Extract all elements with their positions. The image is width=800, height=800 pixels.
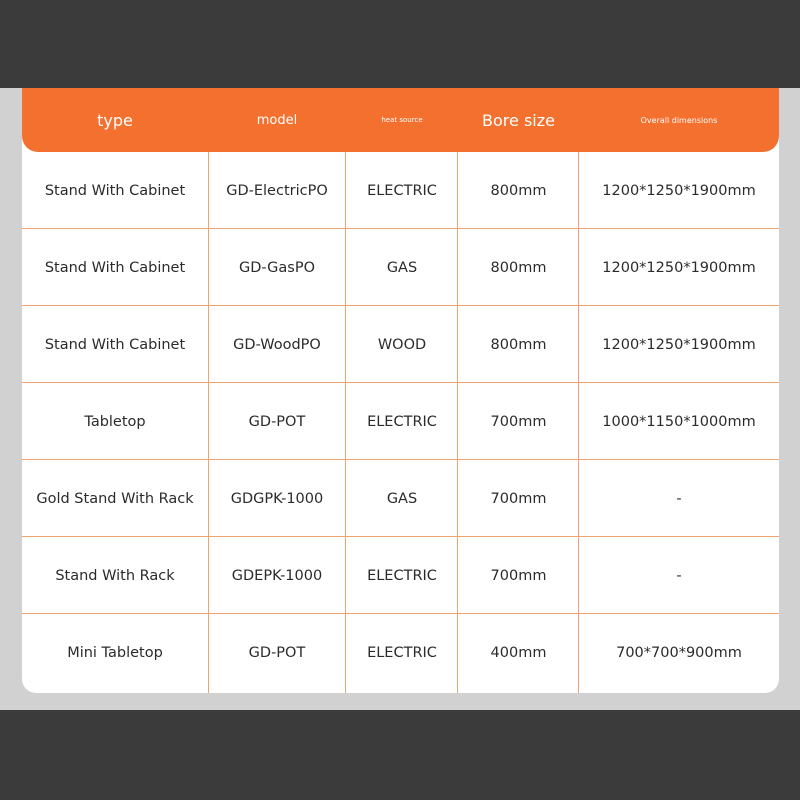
cell-overall-dimensions: 700*700*900mm: [616, 644, 742, 661]
cell-model: GD-ElectricPO: [226, 182, 328, 199]
cell-type: Gold Stand With Rack: [36, 490, 194, 507]
table-header: [22, 88, 779, 152]
cell-bore-size: 800mm: [490, 259, 547, 276]
table-row: [22, 383, 779, 460]
header-model: model: [256, 112, 298, 128]
table-row: [22, 614, 779, 691]
cell-overall-dimensions: 1200*1250*1900mm: [602, 182, 756, 199]
cell-type: Stand With Cabinet: [44, 336, 186, 353]
cell-overall-dimensions: 1000*1150*1000mm: [602, 413, 756, 430]
cell-heat-source: WOOD: [377, 336, 427, 353]
cell-model: GD-WoodPO: [233, 336, 321, 353]
cell-bore-size: 700mm: [490, 490, 547, 507]
cell-bore-size: 800mm: [490, 336, 547, 353]
cell-bore-size: 800mm: [490, 182, 547, 199]
header-bore-size: Bore size: [482, 110, 555, 130]
cell-overall-dimensions: -: [676, 490, 682, 507]
cell-overall-dimensions: -: [676, 567, 682, 584]
cell-model: GD-POT: [248, 644, 306, 661]
cell-heat-source: ELECTRIC: [367, 182, 437, 199]
cell-overall-dimensions: 1200*1250*1900mm: [602, 259, 756, 276]
cell-bore-size: 700mm: [490, 413, 547, 430]
cell-bore-size: 700mm: [490, 567, 547, 584]
cell-type: Stand With Cabinet: [44, 259, 186, 276]
cell-type: Mini Tabletop: [67, 644, 163, 661]
cell-heat-source: ELECTRIC: [367, 644, 437, 661]
spec-table: [22, 88, 779, 693]
cell-overall-dimensions: 1200*1250*1900mm: [602, 336, 756, 353]
table-row: [22, 152, 779, 229]
cell-heat-source: ELECTRIC: [367, 413, 437, 430]
table-row: [22, 306, 779, 383]
cell-type: Tabletop: [84, 413, 146, 430]
cell-bore-size: 400mm: [490, 644, 547, 661]
table-row: [22, 537, 779, 614]
cell-model: GDGPK-1000: [230, 490, 324, 507]
cell-model: GDEPK-1000: [231, 567, 323, 584]
cell-heat-source: GAS: [386, 259, 418, 276]
header-heat-source: heat source: [381, 116, 423, 124]
header-overall-dimensions: Overall dimensions: [640, 115, 718, 125]
cell-heat-source: GAS: [386, 490, 418, 507]
table-row: [22, 460, 779, 537]
cell-type: Stand With Rack: [55, 567, 175, 584]
cell-heat-source: ELECTRIC: [367, 567, 437, 584]
cell-model: GD-POT: [248, 413, 306, 430]
cell-model: GD-GasPO: [239, 259, 315, 276]
cell-type: Stand With Cabinet: [44, 182, 186, 199]
header-type: type: [97, 110, 133, 130]
table-row: [22, 229, 779, 306]
